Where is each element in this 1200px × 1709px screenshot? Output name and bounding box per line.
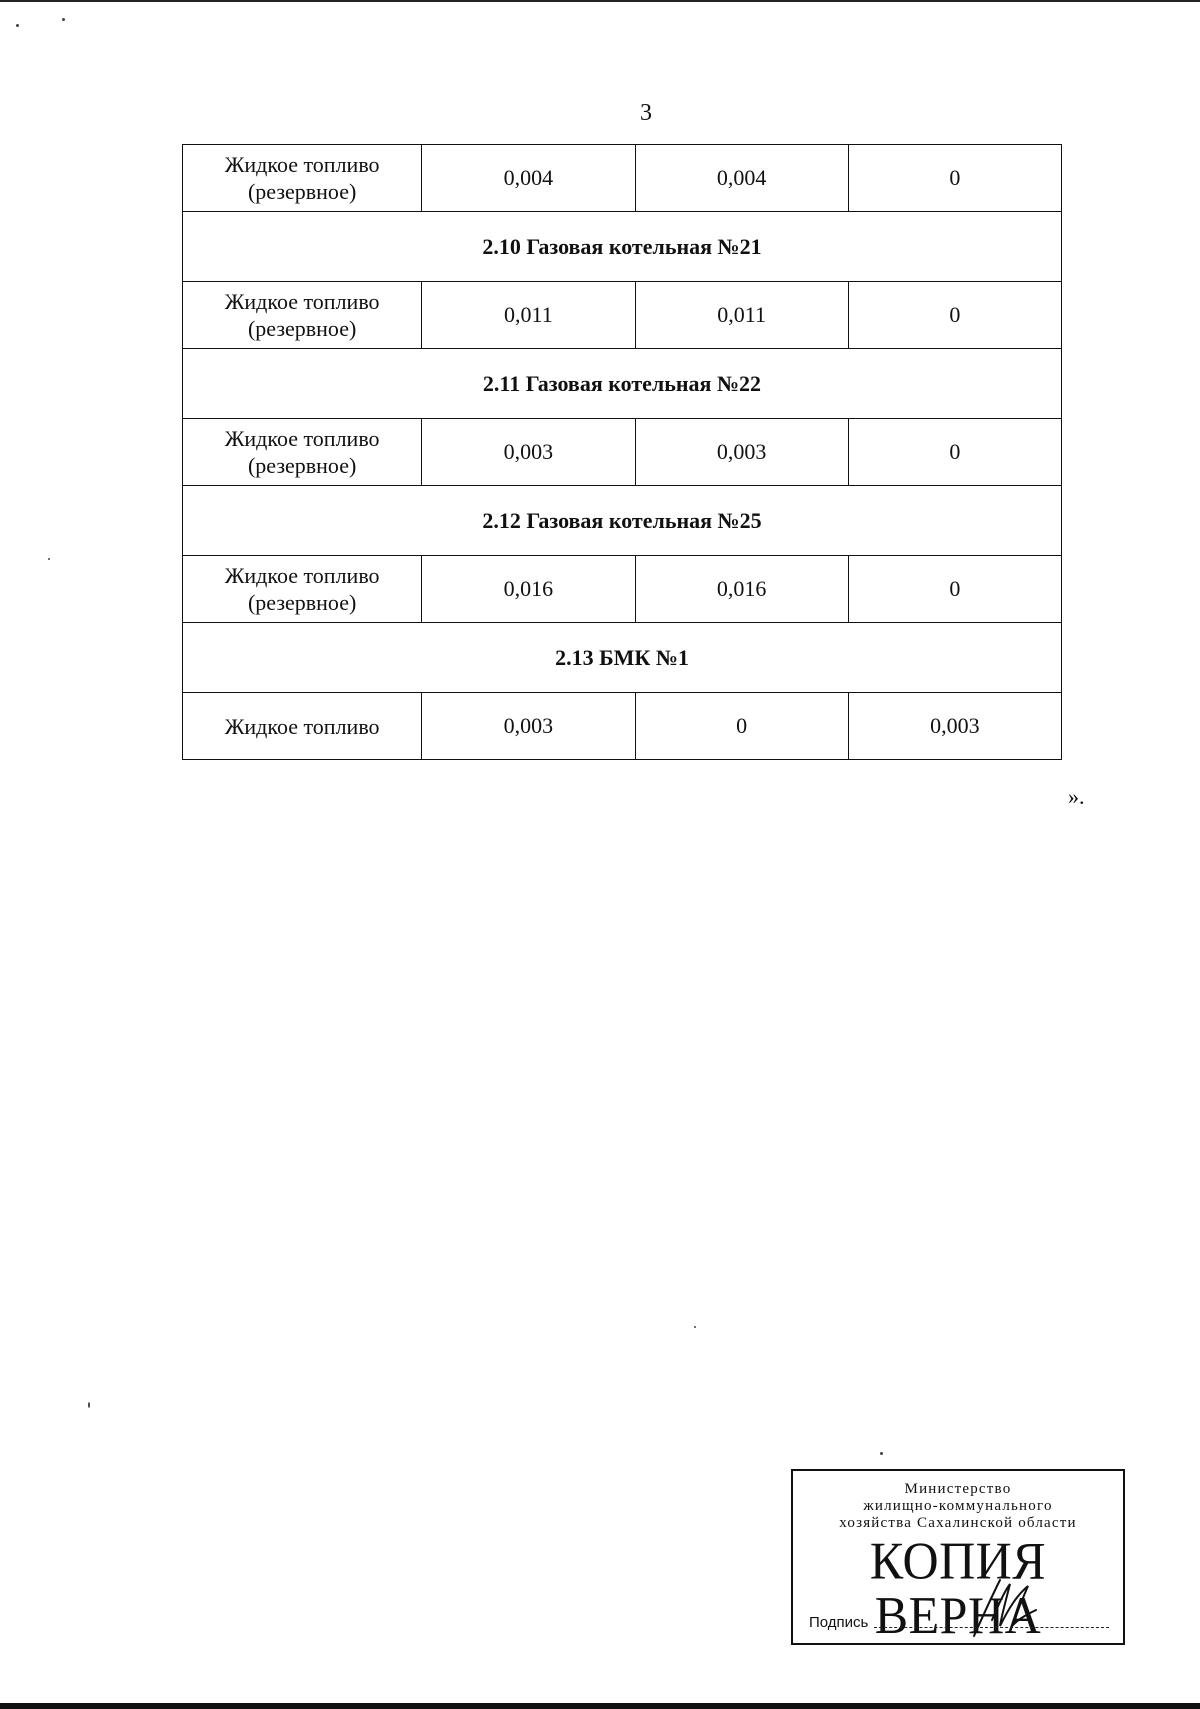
fuel-name-note: (резервное) (247, 590, 357, 615)
fuel-name-note: (резервное) (247, 316, 357, 341)
page-number: 3 (640, 100, 652, 126)
table-row (183, 556, 1062, 623)
fuel-name: Жидкое топливо (224, 563, 380, 588)
value-cell: 0,003 (848, 693, 1061, 760)
value-cell: 0,011 (422, 282, 635, 349)
value-cell: 0 (635, 693, 848, 760)
table-row (183, 693, 1062, 760)
value-cell: 0 (848, 556, 1061, 623)
fuel-name: Жидкое топливо (224, 713, 380, 739)
stamp-signature-row (809, 1614, 1109, 1631)
value-cell: 0,004 (635, 145, 848, 212)
scan-top-edge (0, 0, 1200, 2)
fuel-name: Жидкое топливо (224, 289, 380, 314)
value-cell: 0,003 (422, 419, 635, 486)
scan-speck (48, 558, 50, 560)
value-cell: 0,003 (422, 693, 635, 760)
value-cell: 0,003 (635, 419, 848, 486)
scan-speck (88, 1402, 90, 1408)
stamp-ministry-line: Министерство (904, 1481, 1012, 1497)
handwritten-signature (970, 1570, 1040, 1640)
section-row (183, 212, 1062, 282)
section-row (183, 349, 1062, 419)
fuel-name-note: (резервное) (247, 453, 357, 478)
closing-quote-mark: ». (1068, 784, 1085, 809)
value-cell: 0 (848, 282, 1061, 349)
stamp-ministry-line: жилищно-коммунального (863, 1498, 1053, 1514)
signature-label: Подпись (809, 1614, 869, 1631)
stamp-certified-copy-text: КОПИЯ ВЕРНА (869, 1531, 1047, 1645)
fuel-name-cell (183, 556, 422, 623)
value-cell: 0,016 (635, 556, 848, 623)
fuel-name: Жидкое топливо (224, 426, 380, 451)
scan-speck (16, 24, 19, 27)
scan-speck (880, 1452, 883, 1455)
table-row (183, 145, 1062, 212)
stamp-ministry-line: хозяйства Сахалинской области (839, 1515, 1077, 1531)
scan-bottom-edge (0, 1703, 1200, 1709)
scan-speck (694, 1326, 696, 1328)
fuel-name-cell (183, 145, 422, 212)
section-title: 2.13 БМК №1 (183, 623, 1062, 693)
value-cell: 0 (848, 145, 1061, 212)
section-row (183, 486, 1062, 556)
fuel-name-cell (183, 693, 422, 760)
fuel-name-note: (резервное) (247, 179, 357, 204)
value-cell: 0,004 (422, 145, 635, 212)
value-cell: 0 (848, 419, 1061, 486)
scan-speck (62, 18, 65, 21)
value-cell: 0,016 (422, 556, 635, 623)
section-title: 2.10 Газовая котельная №21 (183, 212, 1062, 282)
fuel-name-cell (183, 419, 422, 486)
section-title: 2.11 Газовая котельная №22 (183, 349, 1062, 419)
table-row (183, 282, 1062, 349)
fuel-name: Жидкое топливо (224, 152, 380, 177)
section-row (183, 623, 1062, 693)
value-cell: 0,011 (635, 282, 848, 349)
section-title: 2.12 Газовая котельная №25 (183, 486, 1062, 556)
fuel-name-cell (183, 282, 422, 349)
table-row (183, 419, 1062, 486)
certified-copy-stamp (791, 1469, 1125, 1645)
fuel-table (182, 144, 1062, 760)
